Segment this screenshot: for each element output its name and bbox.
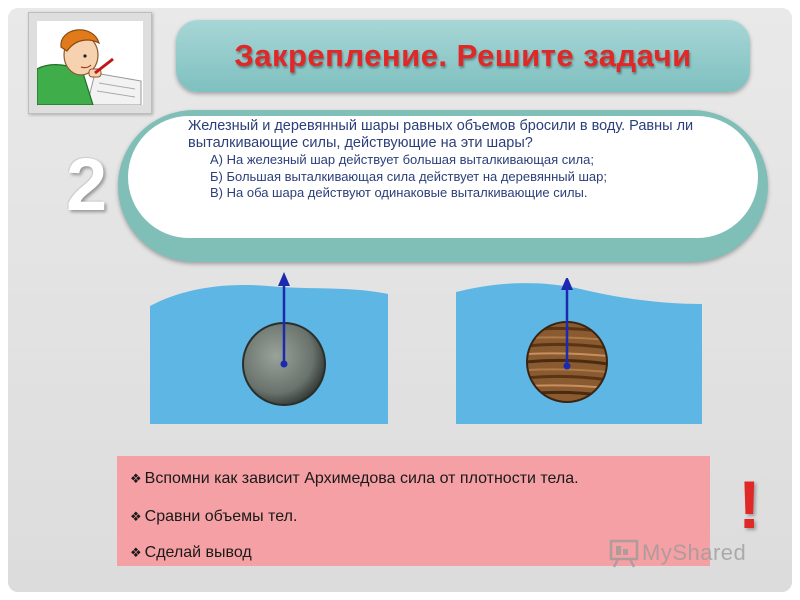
diamond-bullet-icon: ❖	[130, 545, 142, 560]
brand-watermark	[608, 538, 746, 568]
arrow-origin-wood	[564, 363, 571, 370]
hint-item	[130, 470, 579, 488]
hint-item	[130, 544, 252, 562]
iron-ball-in-water-figure	[150, 268, 388, 424]
wooden-ball-in-water-figure	[456, 278, 702, 424]
student-writing-image	[28, 12, 152, 114]
avatar-frame	[37, 21, 143, 105]
arrow-origin-iron	[281, 361, 288, 368]
title-bar	[176, 20, 750, 92]
arrow-head-iron	[278, 272, 290, 286]
option-a: А) На железный шар действует большая выталкивающая сила;	[210, 152, 594, 167]
hint-text: Сделай вывод	[144, 544, 252, 561]
hint-text: Вспомни как зависит Архимедова сила от плотности тела.	[144, 470, 579, 487]
option-b: Б) Большая выталкивающая сила действует на деревянный шар;	[210, 168, 607, 184]
diamond-bullet-icon: ❖	[130, 471, 142, 486]
brand-name: MyShared	[642, 540, 747, 565]
question-text-block	[188, 118, 708, 202]
slide-title: Закрепление. Решите задачи	[234, 38, 692, 73]
hint-text: Сравни объемы тел.	[144, 508, 298, 525]
diamond-bullet-icon: ❖	[130, 509, 142, 524]
option-c: В) На оба шара действуют одинаковые выталкивающие силы.	[210, 185, 588, 200]
arrow-head-wood	[561, 278, 573, 290]
presentation-board-icon	[608, 538, 642, 568]
hint-item	[130, 508, 297, 526]
task-number: 2	[66, 143, 108, 226]
student-writing-icon	[37, 21, 143, 105]
exclamation-mark: !	[738, 467, 761, 543]
question-text: Железный и деревянный шары равных объемов бросили в воду. Равны ли выталкивающие силы, действующие на эти шары?	[188, 118, 694, 151]
